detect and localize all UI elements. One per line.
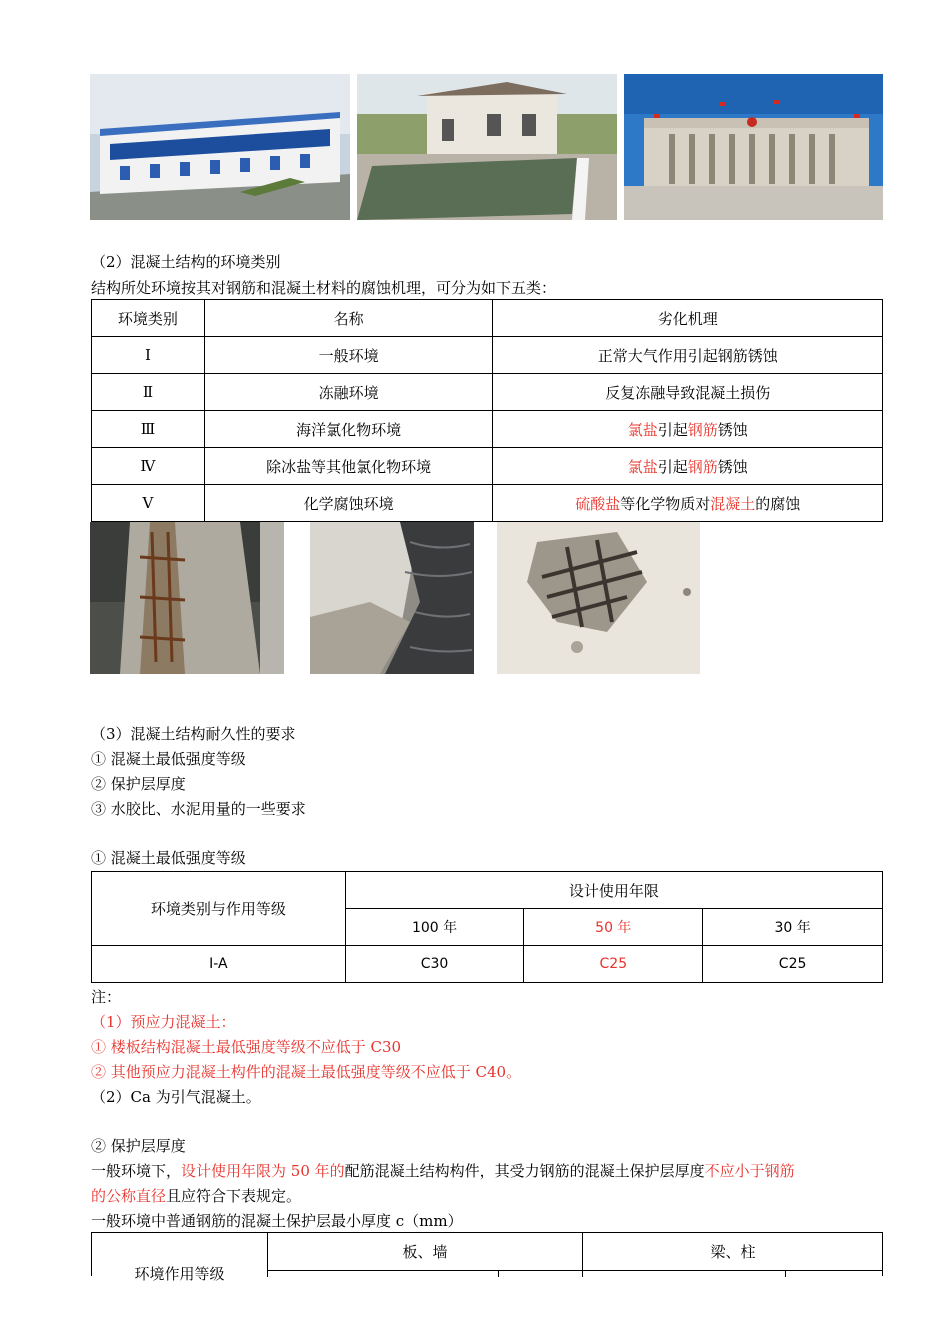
mech-text: 正常大气作用引起钢筋锈蚀	[597, 346, 778, 365]
mech-text: 引起	[657, 420, 688, 439]
photo-corroded-column	[90, 522, 284, 674]
highlight-text: 设计使用年限为 50 年的	[181, 1162, 345, 1180]
section-heading-durability: （3）混凝土结构耐久性的要求	[91, 725, 296, 743]
note-2: ① 楼板结构混凝土最低强度等级不应低于 C30	[91, 1038, 402, 1056]
note-1: （1）预应力混凝土：	[91, 1013, 236, 1031]
row-label-ia: I-A	[92, 946, 346, 983]
cover-group-beam-column: 梁、柱	[710, 1243, 756, 1261]
mech-text: 锈蚀	[717, 420, 748, 439]
highlight-text: 硫酸盐	[575, 494, 621, 513]
durability-item-3: ③ 水胶比、水泥用量的一些要求	[91, 800, 306, 818]
env-row	[92, 485, 883, 522]
value-30: C25	[703, 946, 883, 983]
strength-group-header: 设计使用年限	[345, 872, 882, 909]
section-intro-env: 结构所处环境按其对钢筋和混凝土材料的腐蚀机理，可分为如下五类：	[91, 279, 557, 297]
photo-freeze-thaw-damage	[310, 522, 474, 674]
mech-text: 反复冻融导致混凝土损伤	[605, 383, 771, 402]
durability-item-1: ① 混凝土最低强度等级	[91, 750, 246, 768]
highlight-text: 氯盐	[627, 457, 658, 476]
env-row	[92, 337, 883, 374]
photo-villa-pool	[357, 74, 617, 220]
env-mech-cell	[493, 485, 883, 522]
header-name: 名称	[204, 300, 493, 337]
highlight-text: 钢筋	[687, 457, 718, 476]
photo-temporary-building	[90, 74, 350, 220]
cover-paragraph-line1	[91, 1161, 795, 1181]
env-name-cell: 海洋氯化物环境	[204, 411, 493, 448]
mech-text: 等化学物质对	[620, 494, 711, 513]
env-mech-cell	[493, 374, 883, 411]
note-4: （2）Ca 为引气混凝土。	[91, 1088, 261, 1106]
paragraph-text: 一般环境下，	[91, 1162, 182, 1180]
highlight-text: 不应小于钢筋	[704, 1162, 795, 1180]
note-3: ② 其他预应力混凝土构件的混凝土最低强度等级不应低于 C40。	[91, 1063, 522, 1081]
section-heading-env: （2）混凝土结构的环境类别	[91, 253, 281, 271]
highlight-text: 氯盐	[627, 420, 658, 439]
cover-table-title: 一般环境中普通钢筋的混凝土保护层最小厚度 c（mm）	[91, 1212, 463, 1230]
cover-sub-divider-2	[785, 1270, 786, 1277]
value-100: C30	[345, 946, 524, 983]
env-mech-cell	[493, 337, 883, 374]
cover-subrow-line	[267, 1270, 883, 1271]
env-name-cell: 化学腐蚀环境	[204, 485, 493, 522]
year-50: 50 年	[524, 909, 703, 946]
env-row	[92, 448, 883, 485]
cover-paragraph-line2	[91, 1186, 301, 1206]
mech-text: 锈蚀	[717, 457, 748, 476]
year-100: 100 年	[345, 909, 524, 946]
env-mech-cell	[493, 411, 883, 448]
paragraph-text: 配筋混凝土结构构件，其受力钢筋的混凝土保护层厚度	[344, 1162, 705, 1180]
env-name-cell: 冻融环境	[204, 374, 493, 411]
mech-text: 引起	[657, 457, 688, 476]
mech-text: 的腐蚀	[755, 494, 801, 513]
env-row	[92, 411, 883, 448]
env-mech-cell	[493, 448, 883, 485]
strength-heading: ① 混凝土最低强度等级	[91, 849, 246, 867]
env-name-cell: 一般环境	[204, 337, 493, 374]
cover-group-slab-wall: 板、墙	[402, 1243, 448, 1261]
strength-row-header: 环境类别与作用等级	[92, 872, 346, 946]
durability-item-2: ② 保护层厚度	[91, 775, 186, 793]
env-row	[92, 374, 883, 411]
env-cat-cell: Ⅴ	[92, 485, 205, 522]
year-30: 30 年	[703, 909, 883, 946]
env-cat-cell: Ⅱ	[92, 374, 205, 411]
paragraph-text: 且应符合下表规定。	[166, 1187, 302, 1205]
env-category-table	[91, 299, 883, 522]
value-50: C25	[524, 946, 703, 983]
env-name-cell: 除冰盐等其他氯化物环境	[204, 448, 493, 485]
highlight-text: 混凝土	[710, 494, 756, 513]
env-cat-cell: Ⅲ	[92, 411, 205, 448]
photo-spalled-ceiling	[497, 522, 700, 674]
strength-grade-table	[91, 871, 883, 983]
note-label: 注：	[91, 988, 122, 1006]
cover-table	[91, 1232, 883, 1283]
cover-sub-divider-1	[498, 1270, 499, 1277]
highlight-text: 的公称直径	[91, 1187, 167, 1205]
env-cat-cell: Ⅳ	[92, 448, 205, 485]
header-mechanism: 劣化机理	[493, 300, 883, 337]
header-env-category: 环境类别	[92, 300, 205, 337]
photo-great-hall	[624, 74, 883, 220]
cover-heading: ② 保护层厚度	[91, 1137, 186, 1155]
cover-row-header: 环境作用等级	[134, 1265, 225, 1283]
env-cat-cell: Ⅰ	[92, 337, 205, 374]
highlight-text: 钢筋	[687, 420, 718, 439]
